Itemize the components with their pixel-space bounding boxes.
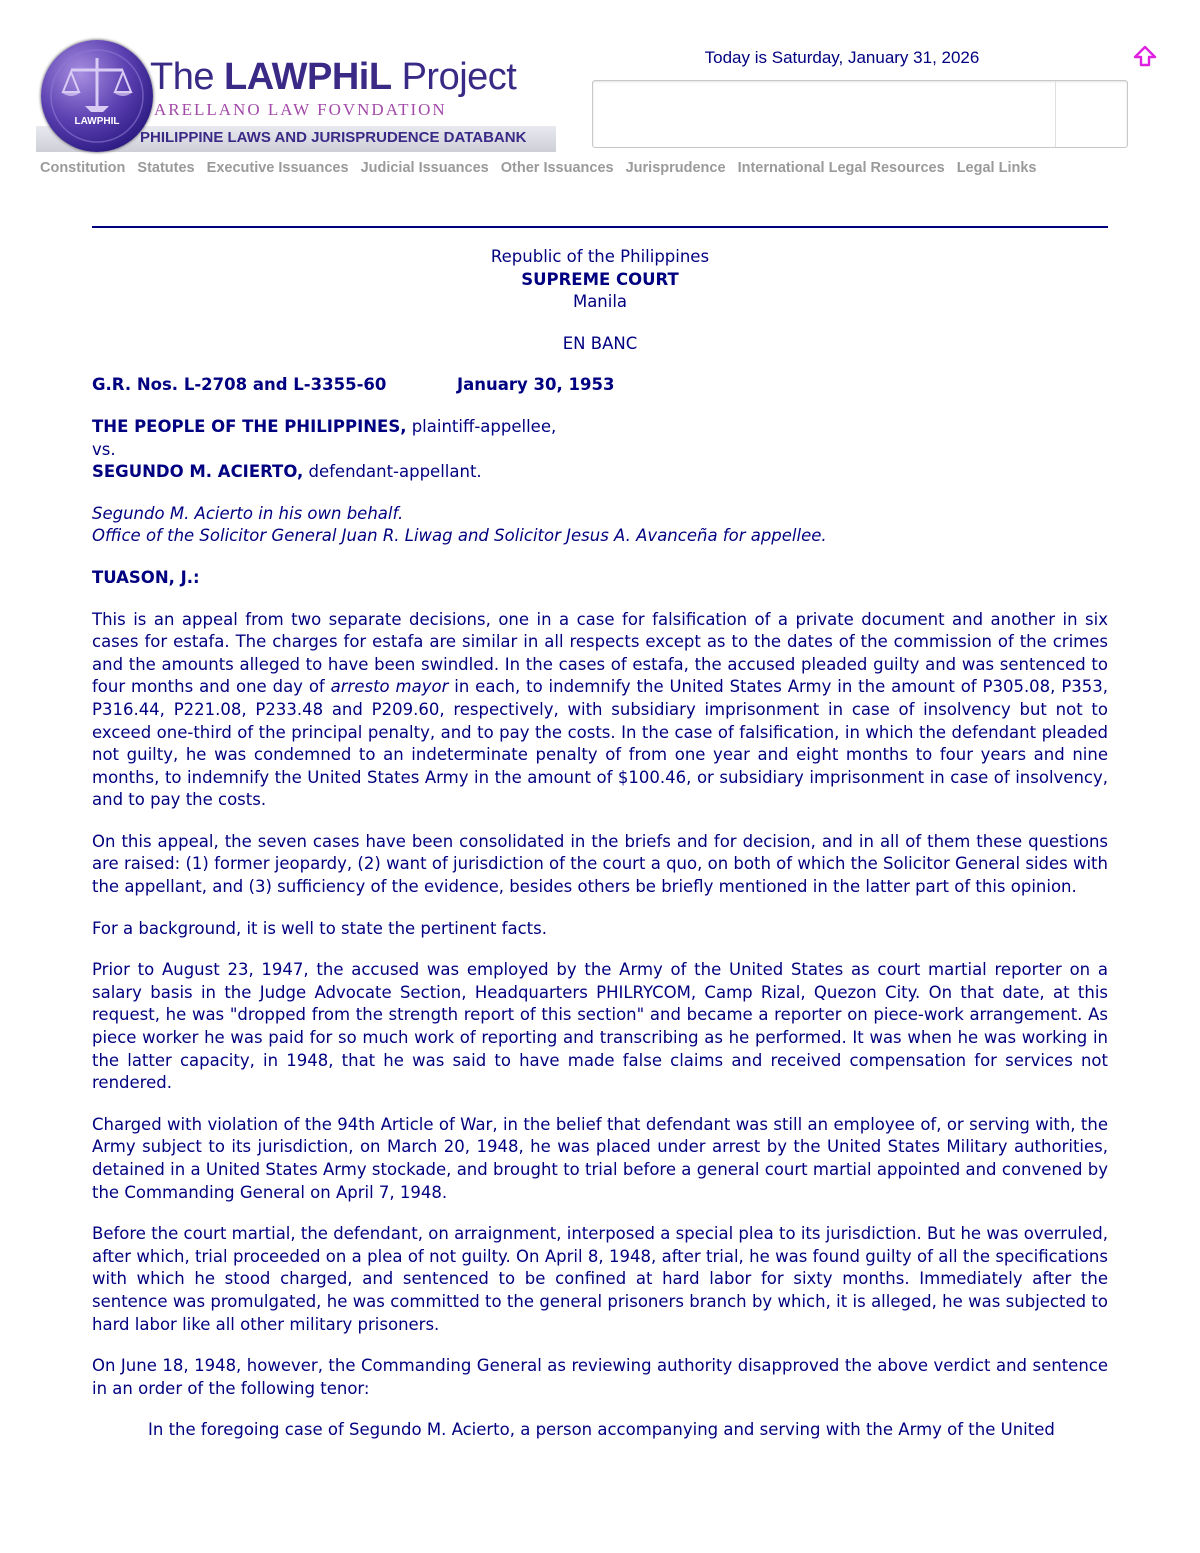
- header-divider: [92, 226, 1108, 228]
- plaintiff-name: THE PEOPLE OF THE PHILIPPINES,: [92, 416, 407, 436]
- court-heading: [92, 246, 1108, 314]
- paragraph-4: Prior to August 23, 1947, the accused was employed by the Army of the United States as court martial reporter on a salary basis in the Judge Advocate Section, Headquarters PHILRYCOM, Camp Rizal, Quezon City. On that date, at this request, he was "dropped from the strength report of this section" and became a reporter on piece-work arrangement. As piece worker he was paid for so much work of reporting and transcribing as he performed. It was when he was working in the latter capacity, in 1948, that he was said to have made false claims and received compensation for services not rendered.: [92, 960, 1108, 1093]
- nav-statutes[interactable]: Statutes: [137, 160, 195, 176]
- court-name: SUPREME COURT: [521, 269, 679, 289]
- logo-globe-caption: LAWPHIL: [74, 116, 120, 127]
- search-input[interactable]: [593, 81, 1059, 149]
- search-box: [592, 80, 1128, 148]
- paragraph-1: [92, 609, 1108, 812]
- paragraph-7: On June 18, 1948, however, the Commanding General as reviewing authority disapproved the above verdict and sentence in an order of the following tenor:: [92, 1356, 1108, 1398]
- logo-globe-icon: [41, 40, 153, 152]
- case-line: [92, 374, 1108, 397]
- decision-date: January 30, 1953: [457, 375, 615, 395]
- nav-judicial-issuances[interactable]: Judicial Issuances: [360, 160, 489, 176]
- logo-title-prefix: The: [150, 56, 225, 98]
- counsel-appellee: Office of the Solicitor General Juan R. Liwag and Solicitor Jesus A. Avanceña for appellee.: [92, 526, 827, 546]
- site-header: [0, 0, 1200, 190]
- paragraph-6: Before the court martial, the defendant, on arraignment, interposed a special plea to its jurisdiction. But he was overruled, after which, trial proceeded on a plea of not guilty. On April 8, 1948, after trial, he was found guilty of all the specifications with which he stood charged, and sentenced to be confined at hard labor for sixty months. Immediately after the sentence was promulgated, he was committed to the general prisoners branch by which, it is alleged, he was subjected to hard labor like all other military prisoners.: [92, 1224, 1108, 1334]
- court-city: Manila: [572, 292, 628, 312]
- main-nav: [40, 160, 1160, 176]
- nav-executive-issuances[interactable]: Executive Issuances: [206, 160, 349, 176]
- paragraph-1-italic: arresto mayor: [330, 677, 449, 697]
- logo-databank-text: PHILIPPINE LAWS AND JURISPRUDENCE DATABANK: [140, 129, 527, 146]
- home-arrow-icon[interactable]: [1133, 45, 1157, 69]
- nav-international-legal-resources[interactable]: International Legal Resources: [737, 160, 945, 176]
- paragraph-1-part-a: This is an appeal from two separate decisions, one in a case for falsification of a private document and another in six cases for estafa. The charges for estafa are similar in all respects except as to the dates of the commission of the crimes and the amounts alleged to have been swindled. In the cases of estafa, the accused pleaded guilty and was sentenced to four months and one day of: [92, 609, 1108, 697]
- decision-document: [92, 246, 1108, 1461]
- quoted-order: In the foregoing case of Segundo M. Acierto, a person accompanying and serving with the Army of the United: [148, 1420, 1055, 1440]
- lawphil-logo[interactable]: [36, 38, 560, 154]
- republic-line: Republic of the Philippines: [490, 247, 710, 266]
- division: EN BANC: [562, 333, 638, 353]
- logo-title-brand: LAWPHiL: [224, 56, 392, 98]
- paragraph-1-part-b: in each, to indemnify the United States Army in the amount of P305.08, P353, P316.44, P221.08, P233.48 and P209.60, respectively, with subsidiary imprisonment in case of insolvency but not to exceed one-third of the principal penalty, and to pay the costs. In the case of falsification, in which the defendant pleaded not guilty, he was condemned to an indeterminate penalty of from one year and eight months to four years and nine months, to indemnify the United States Army in the amount of $100.46, or subsidiary imprisonment in case of insolvency, and to pay the costs.: [92, 677, 1109, 810]
- nav-jurisprudence[interactable]: Jurisprudence: [625, 160, 726, 176]
- logo-title: [150, 56, 516, 99]
- paragraph-2: On this appeal, the seven cases have been consolidated in the briefs and for decision, and in all of them these questions are raised: (1) former jeopardy, (2) want of jurisdiction of the court a quo, on both of which the Solicitor General sides with the appellant, and (3) sufficiency of the evidence, besides others be briefly mentioned in the latter part of this opinion.: [92, 831, 1108, 897]
- nav-other-issuances[interactable]: Other Issuances: [500, 160, 614, 176]
- nav-constitution[interactable]: Constitution: [40, 160, 126, 176]
- plaintiff-role: plaintiff-appellee,: [406, 416, 557, 436]
- logo-title-suffix: Project: [391, 56, 517, 98]
- defendant-role: defendant-appellant.: [303, 462, 482, 482]
- logo-subtitle: ARELLANO LAW FOVNDATION: [154, 100, 447, 119]
- counsel-defendant: Segundo M. Acierto in his own behalf.: [92, 503, 404, 523]
- case-parties: [92, 416, 1108, 484]
- versus: vs.: [92, 439, 116, 459]
- search-button[interactable]: [1055, 81, 1128, 147]
- counsel: [92, 503, 1108, 548]
- nav-legal-links[interactable]: Legal Links: [956, 160, 1037, 176]
- paragraph-5: Charged with violation of the 94th Article of War, in the belief that defendant was still an employee of, or serving with, the Army subject to its jurisdiction, on March 20, 1948, he was placed under arrest by the United States Military authorities, detained in a United States Army stockade, and brought to trial before a general court martial appointed and convened by the Commanding General on April 7, 1948.: [92, 1114, 1108, 1202]
- gr-number: G.R. Nos. L-2708 and L-3355-60: [92, 375, 387, 395]
- paragraph-3: For a background, it is well to state the pertinent facts.: [92, 918, 547, 938]
- today-date: Today is Saturday, January 31, 2026: [704, 48, 980, 67]
- defendant-name: SEGUNDO M. ACIERTO,: [92, 462, 304, 482]
- ponente: TUASON, J.:: [92, 567, 200, 587]
